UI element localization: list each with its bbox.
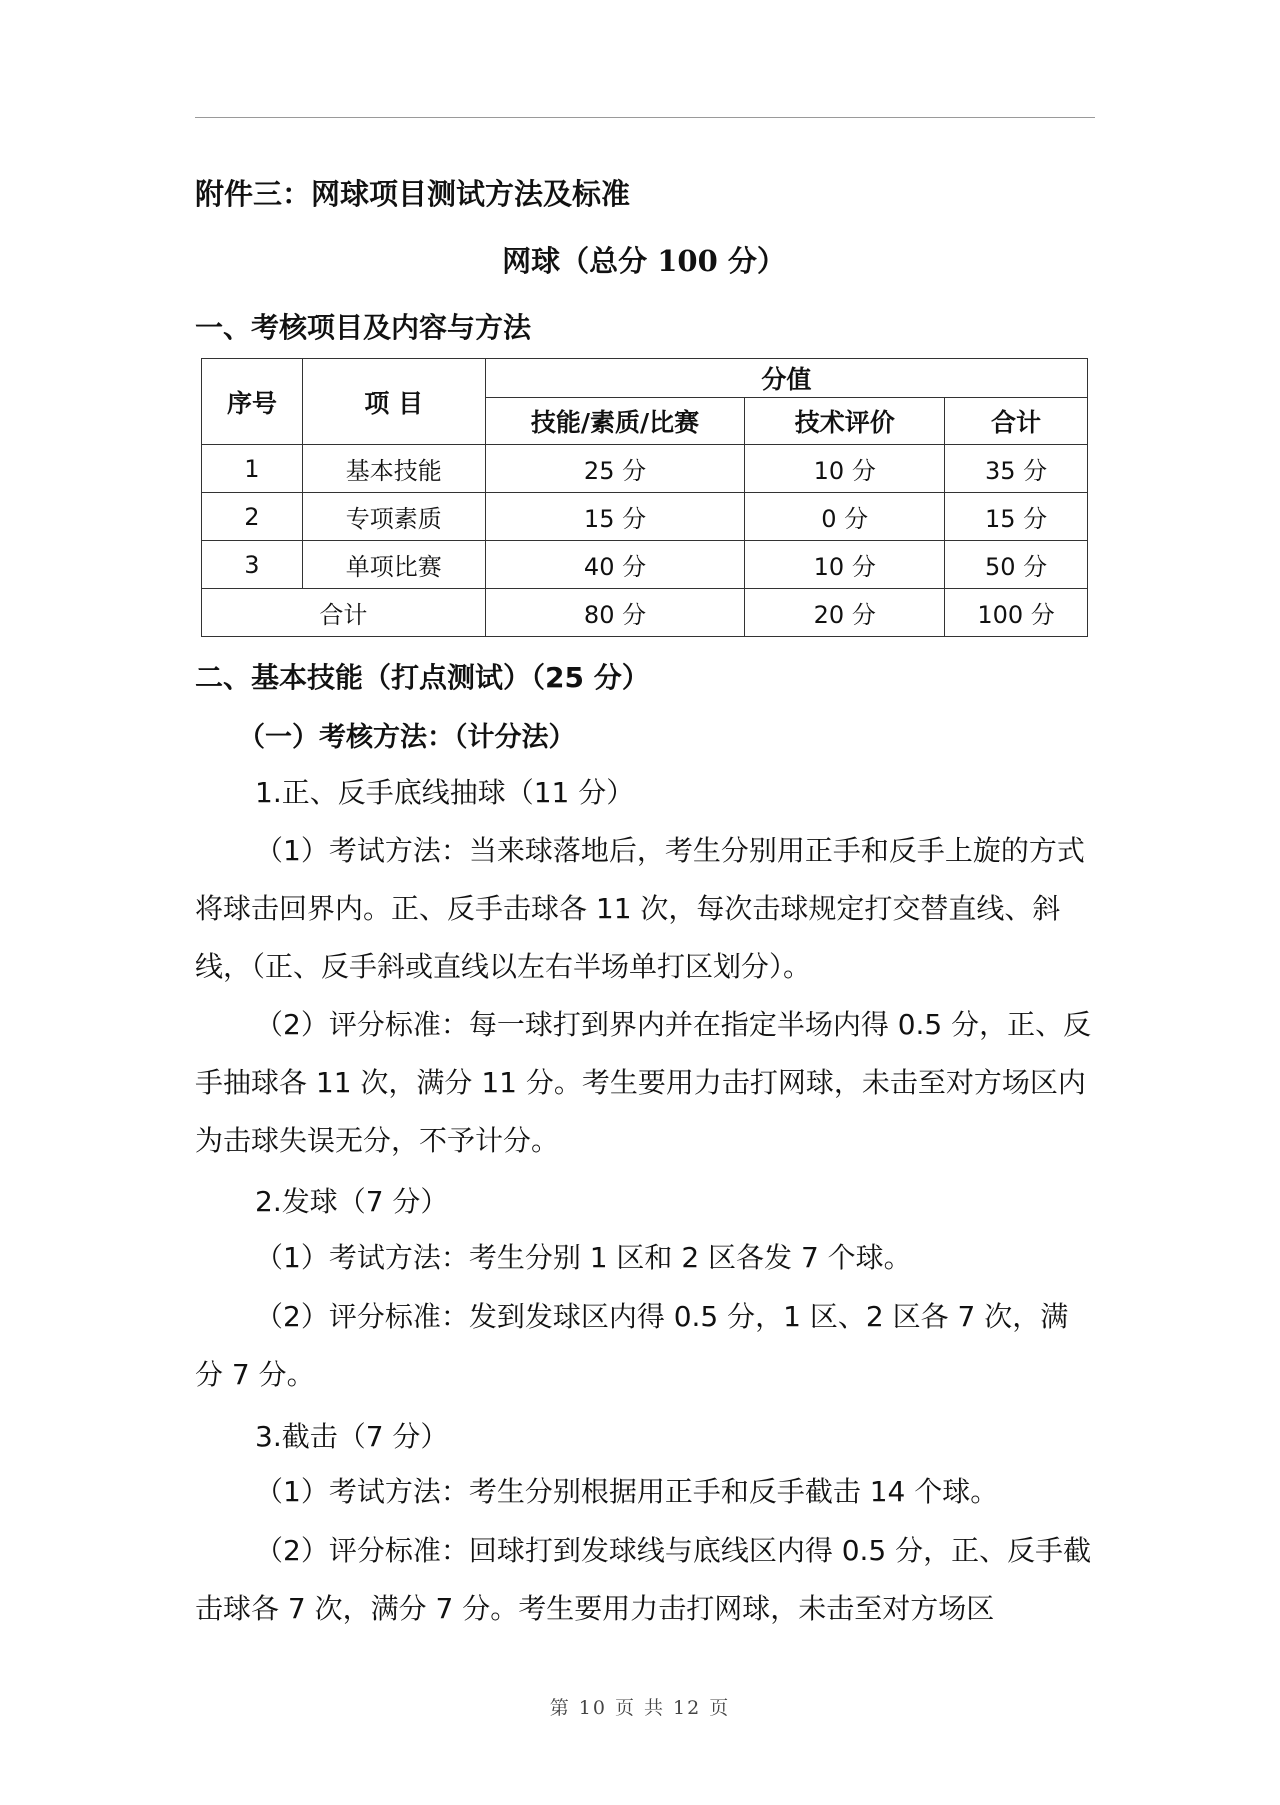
table-row [202,541,1088,589]
cell-total: 35 分 [945,445,1088,493]
cell-total: 15 分 [945,493,1088,541]
header-tech-eval: 技术评价 [745,398,945,445]
cell-sum-tech: 20 分 [745,589,945,637]
cell-item: 基本技能 [302,445,485,493]
header-skill: 技能/素质/比赛 [485,398,745,445]
cell-tech: 10 分 [745,541,945,589]
item3-title: 3.截击（7 分） [255,1420,449,1453]
item2-p1-text: （1）考试方法：考生分别 1 区和 2 区各发 7 个球。 [255,1241,912,1274]
cell-sum-total: 100 分 [945,589,1088,637]
cell-sum-label: 合计 [202,589,486,637]
item2-title: 2.发球（7 分） [255,1185,449,1218]
cell-tech: 10 分 [745,445,945,493]
item3-p1-text: （1）考试方法：考生分别根据用正手和反手截击 14 个球。 [255,1475,999,1508]
cell-seq: 3 [202,541,303,589]
score-table [201,358,1088,637]
cell-item: 单项比赛 [302,541,485,589]
item2-paragraph2 [195,1288,1095,1404]
item1-title: 1.正、反手底线抽球（11 分） [255,776,635,809]
item1-p2-text: （2）评分标准：每一球打到界内并在指定半场内得 0.5 分，正、反手抽球各 11 次，满分 11 分。考生要用力击打网球，未击至对方场区内为击球失误无分，不予计分。 [195,1008,1092,1157]
table-sum-row [202,589,1088,637]
table-row [202,445,1088,493]
header-rule [195,117,1095,118]
cell-seq: 2 [202,493,303,541]
header-score-value: 分值 [485,359,1087,398]
method-title: （一）考核方法：（计分法） [238,722,576,753]
cell-seq: 1 [202,445,303,493]
cell-total: 50 分 [945,541,1088,589]
cell-item: 专项素质 [302,493,485,541]
header-seq: 序号 [202,359,303,445]
cell-skill: 25 分 [485,445,745,493]
item2-paragraph1 [195,1229,1095,1287]
page-footer: 第 10 页 共 12 页 [549,1697,731,1719]
item3-paragraph2 [195,1522,1095,1638]
item3-paragraph1 [195,1463,1095,1521]
attachment-title: 附件三：网球项目测试方法及标准 [195,177,631,211]
main-title: 网球（总分 100 分） [502,244,786,278]
item3-p2-text: （2）评分标准：回球打到发球线与底线区内得 0.5 分，正、反手截击球各 7 次，满分 7 分。考生要用力击打网球，未击至对方场区 [195,1534,1092,1625]
item1-paragraph1 [195,822,1095,996]
item1-p1-text: （1）考试方法：当来球落地后，考生分别用正手和反手上旋的方式将球击回界内。正、反手击球各 11 次，每次击球规定打交替直线、斜线，（正、反手斜或直线以左右半场单打区划分）。 [195,834,1085,983]
section1-title: 一、考核项目及内容与方法 [195,311,532,344]
cell-skill: 15 分 [485,493,745,541]
cell-tech: 0 分 [745,493,945,541]
table-row [202,493,1088,541]
header-total: 合计 [945,398,1088,445]
item2-p2-text: （2）评分标准：发到发球区内得 0.5 分，1 区、2 区各 7 次，满分 7 分。 [195,1300,1069,1391]
item1-paragraph2 [195,996,1095,1170]
cell-skill: 40 分 [485,541,745,589]
section2-title: 二、基本技能（打点测试）（25 分） [195,661,650,694]
cell-sum-skill: 80 分 [485,589,745,637]
header-item: 项 目 [302,359,485,445]
